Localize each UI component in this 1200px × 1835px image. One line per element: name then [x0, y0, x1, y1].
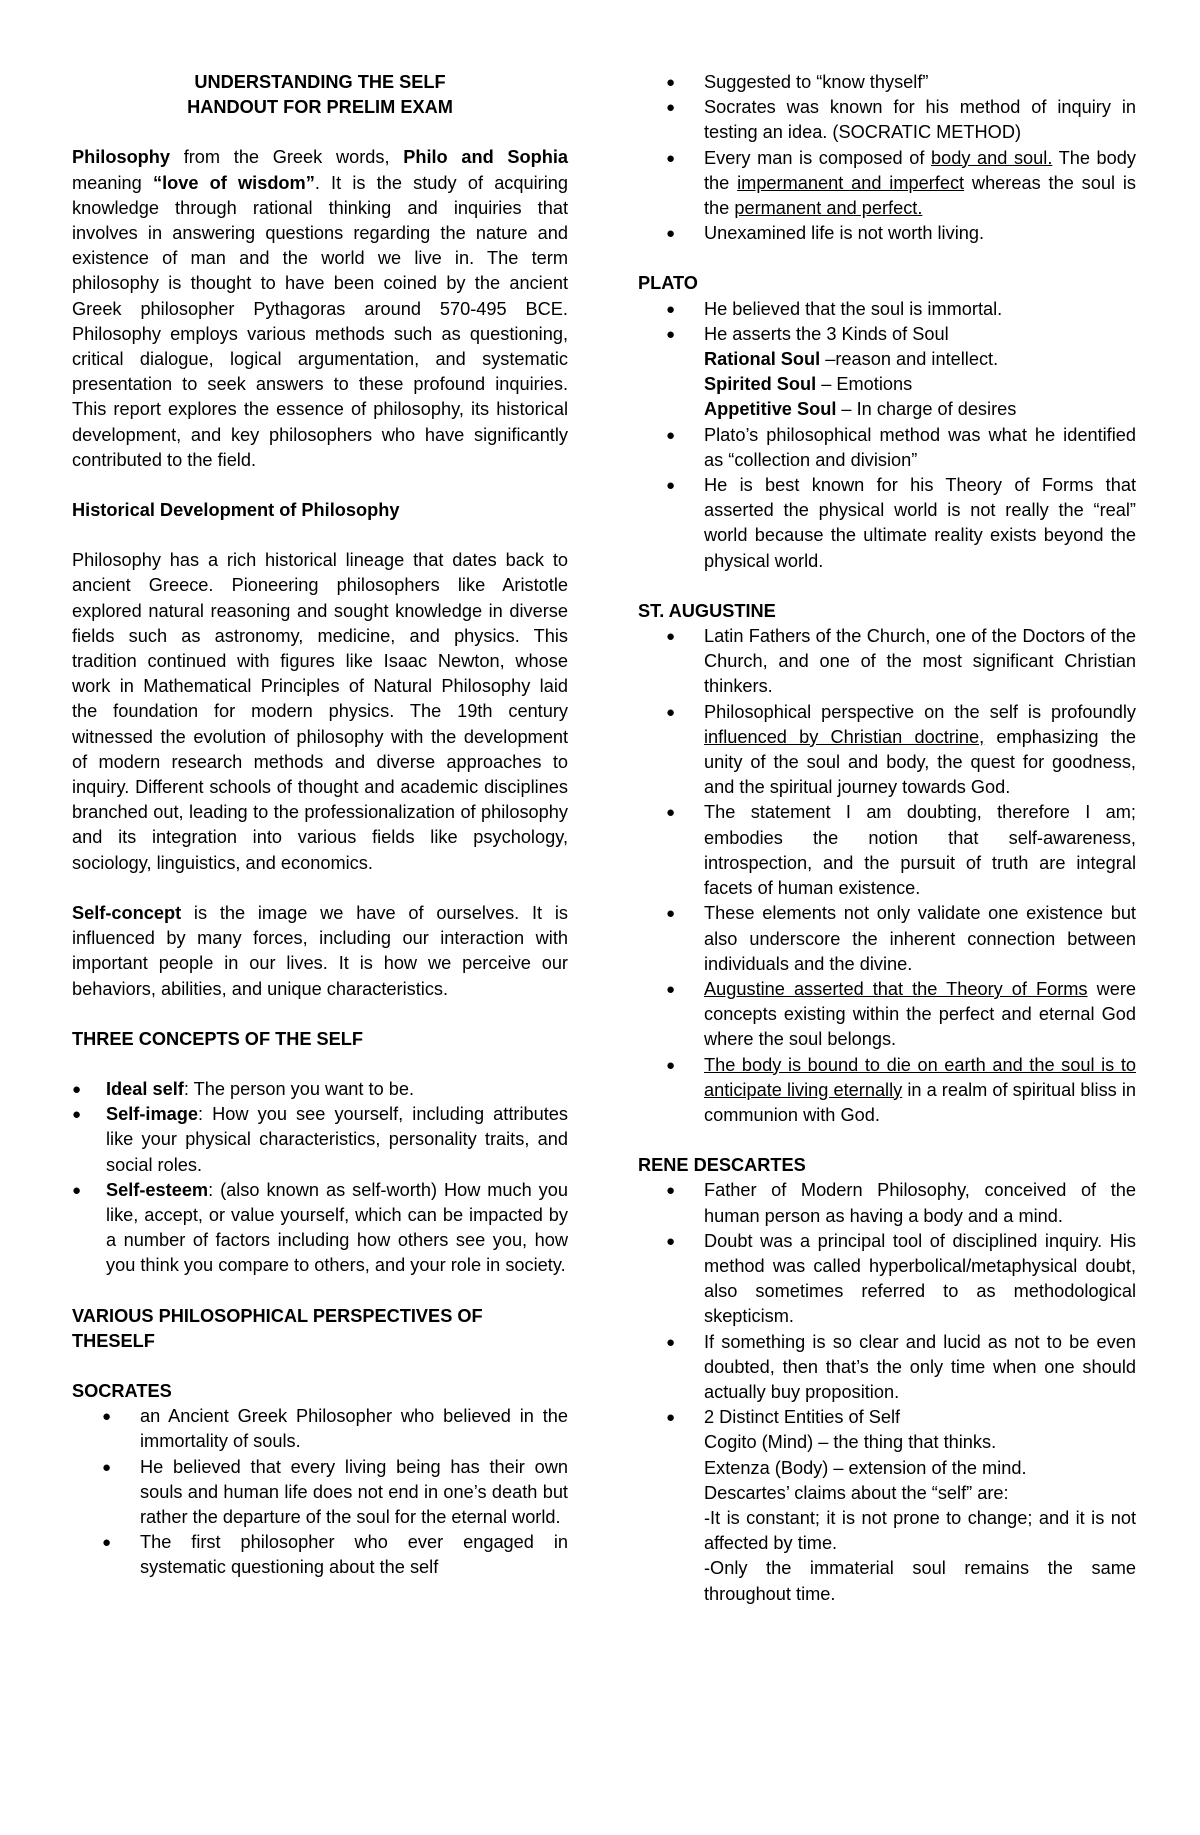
list-item: ● These elements not only validate one existence but also underscore the inherent connection between individuals and the divine. [666, 903, 1136, 974]
list-item: ● Plato’s philosophical method was what he identified as “collection and division” [666, 424, 1136, 470]
bullet-icon: ● [666, 628, 676, 646]
three-concepts-heading: THREE CONCEPTS OF THE SELF [72, 1028, 364, 1049]
list-item: ● He asserts the 3 Kinds of Soul Rational Soul –reason and intellect. Spirited Soul – Emotions Appetitive Soul – In charge of desires [636, 322, 1136, 423]
bullet-icon: ● [102, 1534, 112, 1552]
bullet-icon: ● [666, 225, 676, 243]
self-concept-term: Self-concept [72, 902, 182, 923]
list-item: ● Unexamined life is not worth living. [636, 221, 1136, 246]
plato-heading: PLATO [638, 273, 698, 294]
document-title-line1: UNDERSTANDING THE SELF [194, 72, 446, 92]
list-item: ● He is best known for his Theory of Forms that asserted the physical world is not really the “real” world because the ultimate reality exists beyond the physical world. [666, 475, 1136, 571]
left-column [72, 70, 568, 1581]
list-item: ● Ideal self: The person you want to be. [72, 1077, 568, 1102]
bullet-icon: ● [72, 1080, 82, 1098]
list-item: ● Every man is composed of body and soul. The body the impermanent and imperfect whereas the soul is the permanent and perfect. [666, 147, 1136, 219]
list-item: ● Latin Fathers of the Church, one of the Doctors of the Church, and one of the most significant Christian thinkers. [666, 626, 1136, 697]
list-item: ● If something is so clear and lucid as not to be even doubted, then that’s the only time when one should actually buy proposition. [666, 1331, 1136, 1402]
list-item: ● Philosophical perspective on the self is profoundly influenced by Christian doctrine, emphasizing the unity of the soul and body, the quest for goodness, and the spiritual journey towards God. [666, 701, 1137, 798]
bullet-icon: ● [666, 325, 676, 343]
bullet-icon: ● [72, 1181, 82, 1199]
augustine-list [636, 624, 1136, 1128]
philosophy-paragraph: Philosophy from the Greek words, Philo and Sophia meaning “love of wisdom”. It is the study of acquiring knowledge through rational thinking and inquiries that involves in answering questions regarding the nature and existence of man and the world we live in. The term philosophy is thought to have been coined by the ancient Greek philosopher Pythagoras around 570-495 BCE. Philosophy employs various methods such as questioning, critical dialogue, logical argumentation, and systematic presentation to seek answers to these profound inquiries. This report explores the essence of philosophy, its historical development, and key philosophers who have significantly contributed to the field. [72, 147, 568, 470]
three-concepts-list [72, 1077, 568, 1279]
rational-soul-line: Rational Soul –reason and intellect. [704, 349, 999, 370]
cogito-line: Cogito (Mind) – the thing that thinks. [704, 1432, 997, 1453]
list-item: ● Self-esteem: (also known as self-worth) How much you like, accept, or value yourself, which can be impacted by a number of factors including how others see you, how you think you compare to others, and your role in society. [72, 1179, 568, 1276]
list-item: ● Augustine asserted that the Theory of Forms were concepts existing within the perfect and eternal God where the soul belongs. [666, 978, 1136, 1050]
bullet-icon: ● [102, 1408, 112, 1426]
constant-line: -It is constant; it is not prone to change; and it is not affected by time. [704, 1507, 1136, 1554]
bullet-icon: ● [666, 300, 676, 318]
bullet-icon: ● [666, 905, 676, 923]
historical-heading: Historical Development of Philosophy [72, 500, 400, 521]
list-item: ● Father of Modern Philosophy, conceived of the human person as having a body and a mind. [666, 1180, 1136, 1226]
philosophy-term: Philosophy [72, 147, 171, 168]
socrates-list-left [72, 1404, 568, 1580]
various-perspectives-heading: VARIOUS PHILOSOPHICAL PERSPECTIVES OF THESELF [72, 1305, 483, 1351]
bullet-icon: ● [666, 1056, 676, 1074]
bullet-icon: ● [666, 477, 676, 495]
claims-line: Descartes’ claims about the “self” are: [704, 1482, 1009, 1503]
list-item: ● He believed that every living being has their own souls and human life does not end in one’s death but rather the departure of the soul for the eternal world. [102, 1456, 568, 1527]
bullet-icon: ● [666, 980, 676, 998]
historical-paragraph: Philosophy has a rich historical lineage that dates back to ancient Greece. Pioneering philosophers like Aristotle explored natural reasoning and sought knowledge in diverse fields such as astronomy, medicine, and physics. This tradition continued with figures like Isaac Newton, whose work in Mathematical Principles of Natural Philosophy laid the foundation for modern physics. The 19th century witnessed the evolution of philosophy with the development of modern research methods and diverse approaches to inquiry. Different schools of thought and academic disciplines branched out, leading to the professionalization of philosophy and its integration into various fields like psychology, sociology, linguistics, and economics. [72, 550, 568, 873]
list-item: ● The body is bound to die on earth and the soul is to anticipate living eternally in a realm of spiritual bliss in communion with God. [666, 1054, 1136, 1125]
socrates-heading: SOCRATES [72, 1380, 172, 1401]
list-item: ● The first philosopher who ever engaged in systematic questioning about the self [102, 1532, 568, 1578]
immaterial-line: -Only the immaterial soul remains the same throughout time. [704, 1558, 1136, 1604]
list-item: ● Self-image: How you see yourself, including attributes like your physical characteristics, personality traits, and social roles. [72, 1104, 568, 1175]
bullet-icon: ● [666, 1232, 676, 1250]
list-item: ● The statement I am doubting, therefore I am; embodies the notion that self-awareness, introspection, and the pursuit of truth are integral facets of human existence. [666, 802, 1136, 899]
plato-list [636, 297, 1136, 574]
document-title-line2: HANDOUT FOR PRELIM EXAM [187, 97, 453, 118]
bullet-icon: ● [666, 1182, 676, 1200]
extenza-line: Extenza (Body) – extension of the mind. [704, 1457, 1027, 1478]
descartes-heading: RENE DESCARTES [638, 1155, 806, 1176]
list-item: ● Doubt was a principal tool of disciplined inquiry. His method was called hyperbolical/metaphysical doubt, also sometimes referred to as methodological skepticism. [666, 1230, 1136, 1327]
list-item: ● Suggested to “know thyself” [636, 70, 1136, 95]
list-item: ● an Ancient Greek Philosopher who believed in the immortality of souls. [102, 1406, 568, 1452]
socrates-list-right [636, 70, 1136, 246]
philo-sophia-term: Philo and Sophia [403, 147, 568, 168]
bullet-icon: ● [666, 1409, 676, 1427]
bullet-icon: ● [666, 703, 676, 721]
appetitive-soul-line: Appetitive Soul – In charge of desires [704, 399, 1017, 420]
bullet-icon: ● [666, 74, 676, 91]
list-item: ● Socrates was known for his method of inquiry in testing an idea. (SOCRATIC METHOD) [666, 97, 1136, 143]
bullet-icon: ● [666, 149, 676, 167]
augustine-heading: ST. AUGUSTINE [638, 600, 776, 621]
bullet-icon: ● [666, 99, 676, 117]
bullet-icon: ● [666, 1333, 676, 1351]
list-item: ● 2 Distinct Entities of Self Cogito (Mind) – the thing that thinks. Extenza (Body) – extension of the mind. Descartes’ claims about the “self” are: -It is constant; it is not prone to change; and it is not affected by time. -Only the immaterial soul remains the same throughout time. [636, 1405, 1136, 1607]
bullet-icon: ● [666, 804, 676, 822]
love-of-wisdom: “love of wisdom” [152, 172, 315, 193]
bullet-icon: ● [102, 1458, 112, 1476]
self-concept-paragraph: Self-concept is the image we have of ourselves. It is influenced by many forces, including our interaction with important people in our lives. It is how we perceive our behaviors, abilities, and unique characteristics. [72, 902, 568, 999]
descartes-list [636, 1178, 1136, 1606]
bullet-icon: ● [72, 1106, 82, 1124]
right-column [638, 70, 1136, 1607]
list-item: ● He believed that the soul is immortal. [636, 297, 1136, 322]
bullet-icon: ● [666, 426, 676, 444]
spirited-soul-line: Spirited Soul – Emotions [704, 374, 913, 395]
